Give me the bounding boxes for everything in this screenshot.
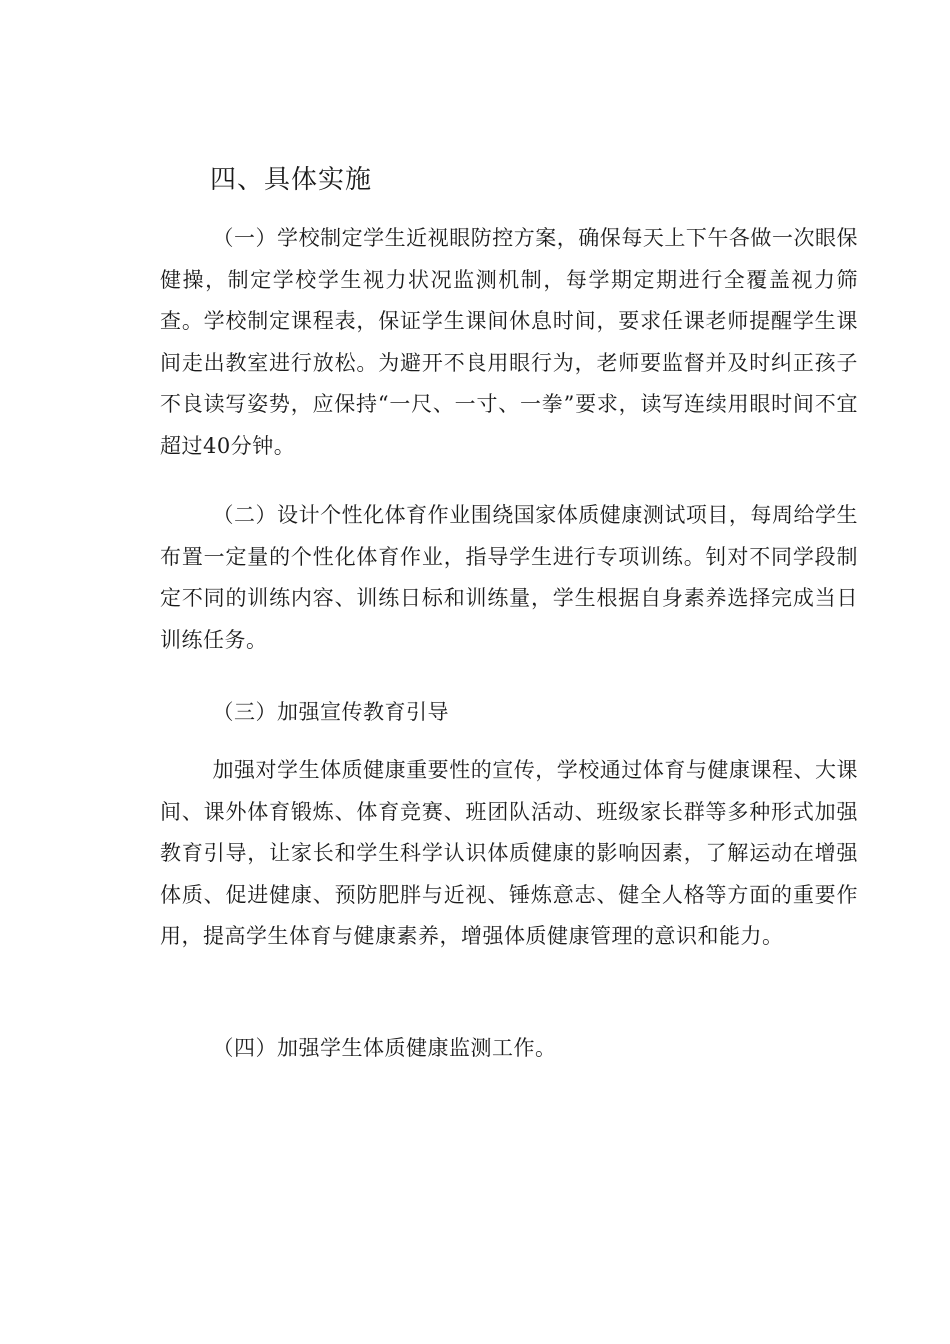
paragraph-publicity-heading: （三）加强宣传教育引导 [212,700,449,724]
paragraph-eye-care: （一）学校制定学生近视眼防控方案，确保每天上下午各做一次眼保健操，制定学校学生视力状况监测机制，每学期定期进行全覆盖视力筛查。学校制定课程表，保证学生课间休息时间，要求任课老师提醒学生课间走出教室进行放松。为避开不良用眼行为，老师要监督并及时纠正孩子不良读写姿势，应保持“一尺、一寸、一拳”要求，读写连续用眼时间不宜超过40分钟。 [160,226,858,458]
paragraph-publicity-body: 加强对学生体质健康重要性的宣传，学校通过体育与健康课程、大课间、课外体育锻炼、体育竞赛、班团队活动、班级家长群等多种形式加强教育引导，让家长和学生科学认识体质健康的影响因素，了解运动在增强体质、促进健康、预防肥胖与近视、锤炼意志、健全人格等方面的重要作用，提高学生体育与健康素养，增强体质健康管理的意识和能力。 [160,758,858,948]
section-heading: 四、具体实施 [210,165,373,195]
paragraph-monitoring: （四）加强学生体质健康监测工作。 [212,1036,557,1060]
paragraph-pe-homework: （二）设计个性化体育作业围绕国家体质健康测试项目，每周给学生布置一定量的个性化体育作业，指导学生进行专项训练。钊对不同学段制定不同的训练内容、训练日标和训练量，学生根据自身素养选择完成当日训练任务。 [160,503,858,652]
